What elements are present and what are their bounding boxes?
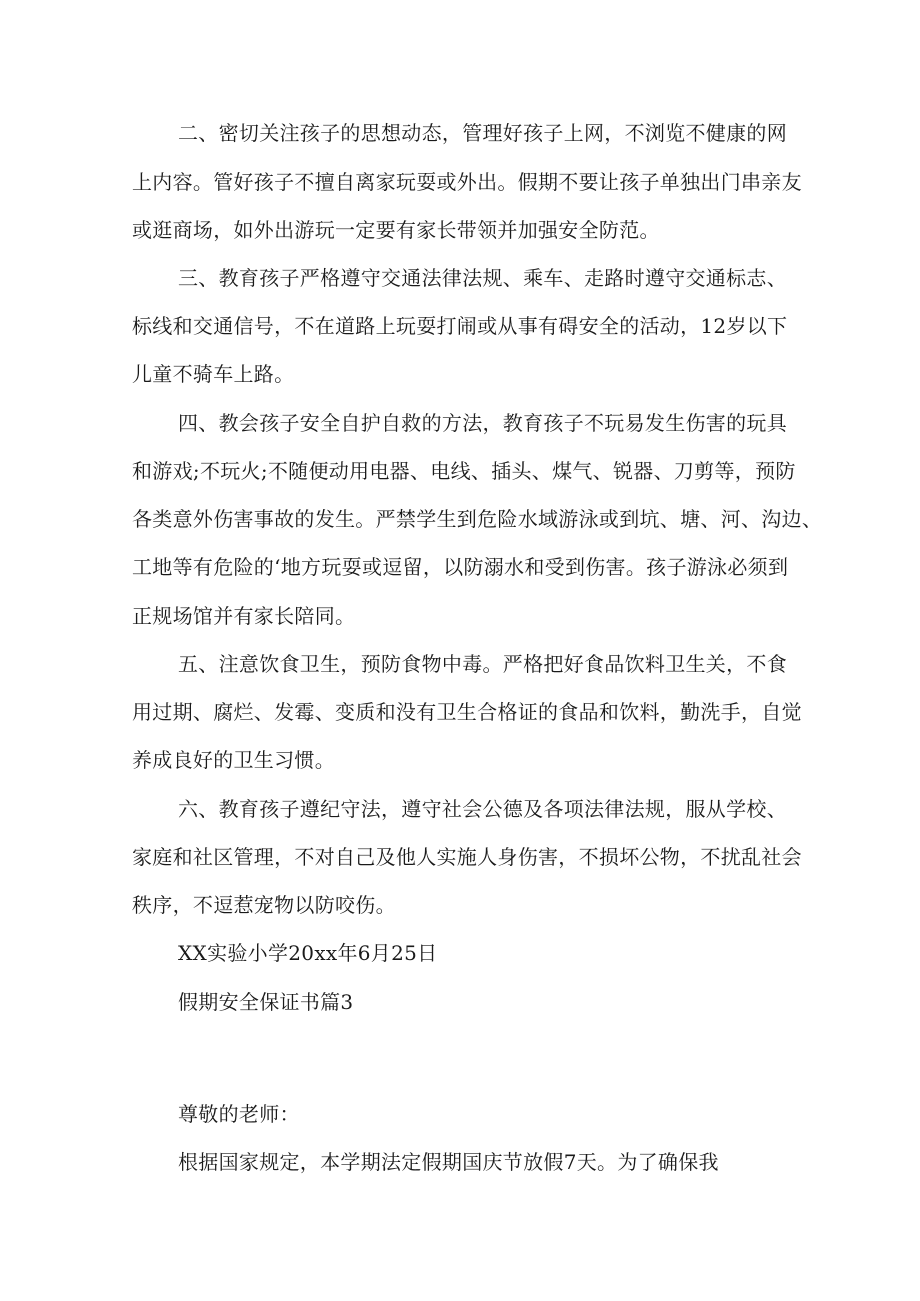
section-title: 假期安全保证书篇3 [178,990,354,1014]
paragraph-5-line-1: 五、注意饮食卫生，预防食物中毒。严格把好食品饮料卫生关，不食 [178,652,787,676]
paragraph-4-line-2: 和游戏;不玩火;不随便动用电器、电线、插头、煤气、锐器、刀剪等，预防 [132,459,796,483]
paragraph-2-line-3: 或逛商场，如外出游玩一定要有家长带领并加强安全防范。 [132,218,660,242]
paragraph-4-line-4: 工地等有危险的‘地方玩耍或逗留，以防溺水和受到伤害。孩子游泳必须到 [132,555,789,579]
signature-line: XX实验小学20xx年6月25日 [178,941,438,965]
paragraph-4-line-3: 各类意外伤害事故的发生。严禁学生到危险水域游泳或到坑、塘、河、沟边、 [132,507,823,531]
paragraph-6-line-3: 秩序，不逗惹宠物以防咬伤。 [132,893,396,917]
body-text-start: 根据国家规定，本学期法定假期国庆节放假7天。为了确保我 [178,1150,719,1174]
paragraph-4-line-5: 正规场馆并有家长陪同。 [132,604,356,628]
paragraph-4-line-1: 四、教会孩子安全自护自救的方法，教育孩子不玩易发生伤害的玩具 [178,411,787,435]
salutation: 尊敬的老师： [178,1102,300,1126]
paragraph-3-line-3: 儿童不骑车上路。 [132,362,295,386]
paragraph-3-line-1: 三、教育孩子严格遵守交通法律法规、乘车、走路时遵守交通标志、 [178,266,787,290]
paragraph-6-line-1: 六、教育孩子遵纪守法，遵守社会公德及各项法律法规，服从学校、 [178,797,787,821]
paragraph-6-line-2: 家庭和社区管理，不对自己及他人实施人身伤害，不损坏公物，不扰乱社会 [132,845,802,869]
paragraph-5-line-2: 用过期、腐烂、发霉、变质和没有卫生合格证的食品和饮料，勤洗手，自觉 [132,700,802,724]
paragraph-2-line-1: 二、密切关注孩子的思想动态，管理好孩子上网，不浏览不健康的网 [178,121,787,145]
paragraph-2-line-2: 上内容。管好孩子不擅自离家玩耍或外出。假期不要让孩子单独出门串亲友 [132,170,802,194]
paragraph-5-line-3: 养成良好的卫生习惯。 [132,748,335,772]
paragraph-3-line-2: 标线和交通信号，不在道路上玩耍打闹或从事有碍安全的活动，12岁以下 [132,314,788,338]
